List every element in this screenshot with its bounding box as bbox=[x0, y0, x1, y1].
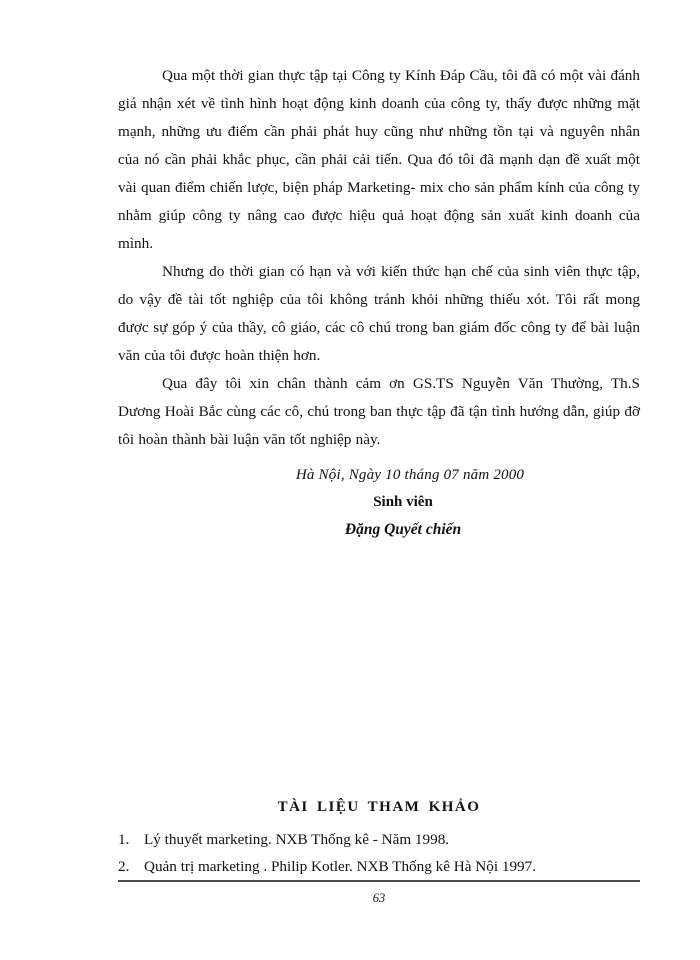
body-paragraph: Nhưng do thời gian có hạn và với kiến thức hạn chế của sinh viên thực tập, do vậy đề tài tốt nghiệp của tôi không tránh khỏi những thiếu xót. Tôi rất mong được sự góp ý của thầy, cô giáo, các cô chú trong ban giám đốc công ty để bài luận văn của tôi được hoàn thiện hơn. bbox=[118, 263, 640, 364]
page-footer bbox=[118, 880, 640, 906]
reference-number: 1. bbox=[118, 831, 130, 848]
references-list bbox=[118, 826, 640, 880]
body-paragraph: Qua đây tôi xin chân thành cảm ơn GS.TS Nguyễn Văn Thường, Th.S Dương Hoài Bắc cùng các cô, chú trong ban thực tập đã tận tình hướng dẫn, giúp đỡ tôi hoàn thành bài luận văn tốt nghiệp này. bbox=[118, 375, 640, 448]
page-content bbox=[118, 0, 640, 880]
page-number: 63 bbox=[372, 891, 386, 905]
reference-item bbox=[118, 853, 640, 880]
footer-divider bbox=[118, 880, 640, 882]
signature-name: Đặng Quyết chiến bbox=[344, 521, 462, 538]
body-paragraph: Qua một thời gian thực tập tại Công ty Kính Đáp Cầu, tôi đã có một vài đánh giá nhận xét về tình hình hoạt động kinh doanh của công ty, thấy được những mặt mạnh, những ưu điểm cần phải phát huy cũng như những tồn tại và nguyên nhân của nó cần phải khắc phục, cần phải cải tiến. Qua đó tôi đã mạnh dạn đề xuất một vài quan điểm chiến lược, biện pháp Marketing- mix cho sản phẩm kính của công ty nhằm giúp công ty nâng cao được hiệu quả hoạt động sản xuất kinh doanh của mình. bbox=[118, 67, 640, 252]
signature-date: Hà Nội, Ngày 10 tháng 07 năm 2000 bbox=[295, 467, 525, 483]
reference-text: Quản trị marketing . Philip Kotler. NXB Thống kê Hà Nội 1997. bbox=[144, 858, 537, 875]
references-heading: TÀI LIỆU THAM KHẢO bbox=[277, 799, 481, 815]
reference-item bbox=[118, 826, 640, 853]
references-section bbox=[118, 795, 640, 880]
signature-role: Sinh viên bbox=[373, 494, 433, 510]
reference-text: Lý thuyết marketing. NXB Thống kê - Năm 1998. bbox=[144, 831, 450, 848]
signature-block bbox=[118, 462, 640, 543]
reference-number: 2. bbox=[118, 858, 130, 875]
